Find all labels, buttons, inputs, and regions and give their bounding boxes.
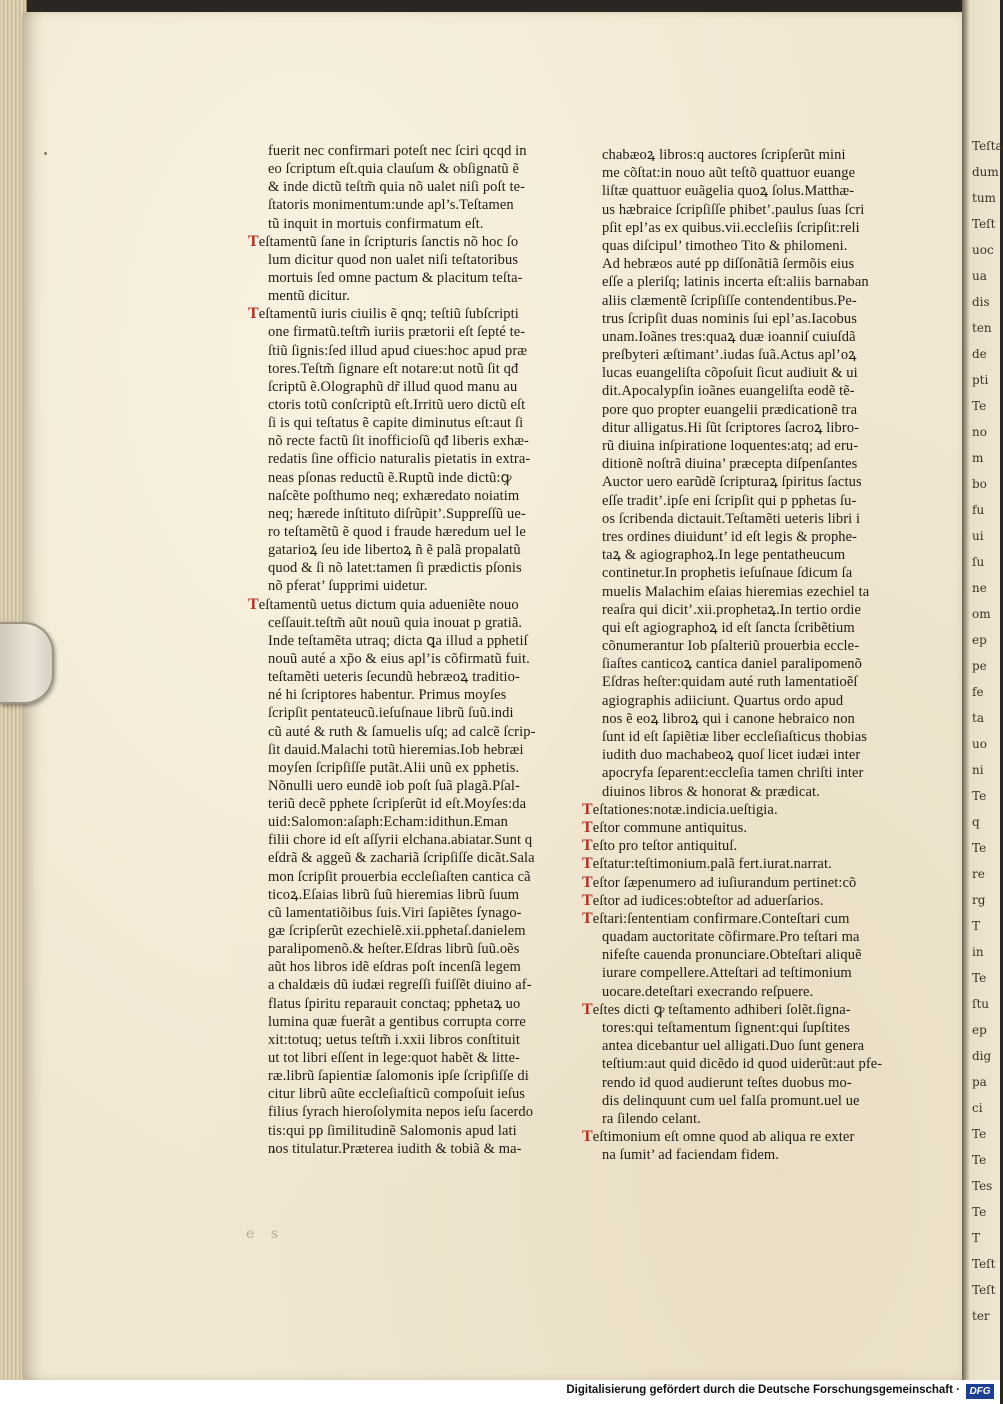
facing-page-edge [962, 0, 1003, 1380]
facing-page-text-fragment: fu [972, 503, 985, 517]
line-text: cũ auté & ruth & ſamuelis uſq; ad calcẽ ſcrip- [268, 723, 536, 740]
facing-page-text-fragment: pe [972, 659, 987, 673]
text-line [248, 831, 548, 849]
facing-page-text-fragment: Te [972, 399, 987, 413]
line-text: eſto pro teſtor antiquituſ. [592, 838, 738, 855]
text-line [248, 922, 548, 940]
text-line [248, 632, 548, 650]
rubricated-initial: T [582, 891, 593, 909]
line-text: ro teſtamẽtũ ẽ quod i fraude hæredum uel le [268, 523, 526, 540]
line-text: eſtationes:notæ.indicia.ueſtigia. [592, 801, 778, 818]
facing-page-text-fragment: ep [972, 633, 987, 647]
text-line [248, 868, 548, 886]
facing-page-text-fragment: T [972, 1231, 981, 1245]
line-text: muelis Malachim eſaias hieremias ezechiel ta [602, 583, 870, 600]
line-text: tores.Teſtm̃ ſignare eſt notare:ut notũ ſit qđ [268, 360, 519, 377]
facing-page-text-fragment: dig [972, 1049, 992, 1063]
line-text: pſit epl’as ex quibus.vii.eccleſiis ſcripſit:reli [602, 219, 860, 236]
facing-page-text-fragment: Teſt [972, 1257, 996, 1271]
text-line [582, 783, 918, 801]
text-line [248, 596, 548, 614]
facing-page-text-fragment: ni [972, 763, 984, 777]
text-line [582, 1092, 918, 1110]
line-text: naſcẽte poſthumo neq; exhæredato noiatim [268, 487, 520, 504]
text-line [582, 764, 918, 782]
line-text: cõnumerantur Iob pſalteriũ prouerbia eccle- [602, 638, 860, 655]
facing-page-text-fragment: uoc [972, 243, 994, 257]
text-line [582, 528, 918, 546]
line-text: lumina quæ fuerãt a gentibus corrupta corre [268, 1013, 526, 1030]
text-line [582, 637, 918, 655]
text-line [248, 142, 548, 160]
text-line [248, 251, 548, 269]
facing-page-text-fragment: Teſta [972, 139, 1003, 153]
text-line [248, 958, 548, 976]
text-line [582, 346, 918, 364]
text-line [582, 710, 918, 728]
rubricated-initial: T [248, 595, 259, 613]
text-line [582, 292, 918, 310]
text-line [248, 323, 548, 341]
facing-page-text-fragment: Te [972, 789, 987, 803]
line-text: moyſen ſcripſiſſe putãt.Alii unũ ex pphetis. [268, 759, 520, 776]
facing-page-text-fragment: Te [972, 1205, 987, 1219]
text-line [248, 414, 548, 432]
text-line [582, 910, 918, 928]
text-line [248, 233, 548, 251]
text-line [248, 342, 548, 360]
text-line [248, 523, 548, 541]
text-line [248, 360, 548, 378]
text-line [248, 940, 548, 958]
line-text: fuerit nec confirmari poteſt nec ſciri qcqd in [268, 143, 527, 159]
line-text: mortuis ſed omne pactum & placitum teſta- [268, 269, 523, 286]
text-line [248, 759, 548, 777]
line-text: ut tot libri eſſent in lege:quot habẽt & litte- [268, 1050, 520, 1067]
line-text: liſtæ quattuor euãgelia quoꝝ ſolus.Matthæ- [602, 183, 855, 200]
text-line [582, 692, 918, 710]
line-text: citur librũ aũte eccleſiaſticũ compoſuit ieſus [268, 1086, 526, 1103]
text-line [582, 419, 918, 437]
line-text: os ſcribenda dictauit.Teſtamẽti ueteris libri i [602, 510, 861, 527]
line-text: neas pſonas reductũ ẽ.Ruptũ inde dictũ:ꝙ [268, 469, 512, 486]
line-text: nos titulatur.Præterea iudith & tobiã & ma- [268, 1140, 522, 1157]
line-text: paralipomenõ.& heſter.Eſdras librũ ſuũ.oẽs [268, 941, 520, 958]
text-line [248, 577, 548, 595]
facing-page-text-fragment: Tes [972, 1179, 993, 1193]
facing-page-text-fragment: de [972, 347, 987, 361]
line-text: eſtimonium eſt omne quod ab aliqua re exter [592, 1129, 855, 1146]
text-column-right [582, 146, 918, 1165]
line-text: filius ſyrach hieroſolymita nepos ieſu ſacerdo [268, 1104, 534, 1121]
text-line [582, 510, 918, 528]
line-text: continetur.In prophetis ieſuſnaue ſdicum ſa [602, 565, 853, 582]
rubricated-initial: T [582, 873, 593, 891]
line-text: quadam auctoritate cõfirmare.Pro teſtari ma [602, 929, 860, 946]
line-text: mentũ dicitur. [268, 288, 350, 305]
rubricated-initial: T [582, 837, 593, 855]
facing-page-text-fragment: ten [972, 321, 992, 335]
line-text: ditionẽ noſtrã diuina’ præcepta diſpenſantes [602, 456, 858, 473]
line-text: uocare.deteſtari execrando reſpuere. [602, 983, 814, 1000]
line-text: lucas euangeliſta cõpoſuit ſicut audiuit & ui [602, 365, 858, 382]
text-line [248, 305, 548, 323]
facing-page-text-fragment: ep [972, 1023, 987, 1037]
facing-page-text-fragment: ta [972, 711, 984, 725]
text-line [248, 849, 548, 867]
line-text: & inde dictũ teſtm̃ quia nõ ualet niſi poſt te- [268, 179, 526, 196]
facing-page-text-fragment: q [972, 815, 980, 829]
line-text: one firmatũ.teſtm̃ iuriis prætorii eſt ſepté te- [268, 324, 526, 341]
rubricated-initial: T [582, 855, 593, 873]
text-line [248, 1013, 548, 1031]
line-text: ſiaſtes canticoꝝ cantica daniel paralipomenõ [602, 656, 862, 673]
text-line [582, 1037, 918, 1055]
rubricated-initial: T [248, 232, 259, 250]
line-text: eſdrã & aggeũ & zachariã ſcripſiſſe dicãt.Sala [268, 850, 535, 867]
book-clasp [0, 622, 54, 704]
line-text: agiographis adiiciunt. Quartus ordo apud [602, 692, 844, 709]
line-text: tores:qui teſtamentum ſignent:qui ſupſtites [602, 1020, 850, 1036]
facing-page-text-fragment: fe [972, 685, 984, 699]
facing-page-text-fragment: Te [972, 841, 987, 855]
text-line [248, 1049, 548, 1067]
text-line [248, 1103, 548, 1121]
line-text: eſtamentũ ſane in ſcripturis ſanctis nõ hoc ſo [258, 233, 519, 250]
rubricated-initial: T [248, 305, 259, 323]
line-text: a chaldæis dũ iudæi regreſſi fuiſſẽt diuino af- [268, 977, 532, 994]
text-line [248, 505, 548, 523]
text-column-left [248, 142, 548, 1158]
facing-page-text-fragment: ne [972, 581, 987, 595]
facing-page-text-fragment: ui [972, 529, 984, 543]
text-line [582, 928, 918, 946]
line-text: ſtatoris monimentum:unde apl’s.Teſtamen [268, 197, 514, 214]
text-line [582, 655, 918, 673]
text-line [582, 255, 918, 273]
line-text: cũ lamentatiõibus ſuis.Viri ſapiẽtes ſynago- [268, 904, 522, 921]
text-line [582, 855, 918, 873]
text-line [248, 196, 548, 214]
line-text: teriũ decẽ pphete ſcripſerũt id eſt.Moyſes:da [268, 796, 527, 813]
text-line [248, 741, 548, 759]
text-line [248, 886, 548, 904]
line-text: lum dicitur quod non ualet niſi teſtatoribus [268, 251, 519, 268]
text-line [248, 1067, 548, 1085]
line-text: mon ſcripſit prouerbia eccleſiaſten cantica cã [268, 868, 531, 885]
rubricated-initial: T [582, 800, 593, 818]
text-line [582, 819, 918, 837]
line-text: ctoris totũ conſcriptũ eſt.Irritũ uero dictũ eſt [268, 396, 526, 413]
text-line [582, 564, 918, 582]
text-line [582, 983, 918, 1001]
line-text: gæ ſcripſerũt ezechielẽ.xii.pphetaſ.danielem [268, 923, 526, 940]
line-text: eſtamentũ iuris ciuilis ẽ qnq; teſtiũ ſubſcripti [258, 306, 519, 323]
line-text: Nõnulli uero eundẽ iob poſt ſuã plagã.Pſal- [268, 777, 520, 794]
text-line [582, 946, 918, 964]
text-line [582, 401, 918, 419]
text-line [248, 160, 548, 178]
text-line [582, 328, 918, 346]
text-line [582, 1001, 918, 1019]
line-text: eo ſcriptum eſt.quia clauſum & obſignatũ ẽ [268, 161, 520, 178]
facing-page-text-fragment: Te [972, 971, 987, 985]
line-text: us hæbraice ſcripſiſſe phibet’.paulus ſuas ſcri [602, 201, 865, 218]
line-text: tis:qui pp ſimilitudinẽ Salomonis apud lati [268, 1122, 517, 1139]
line-text: Inde teſtamẽta utraq; dicta ꝗa illud a pphetiſ [268, 632, 528, 649]
rubricated-initial: T [582, 1000, 593, 1018]
facing-page-text-fragment: rg [972, 893, 986, 907]
text-line [248, 813, 548, 831]
line-text: ſit dauid.Malachi totũ hieremias.Iob hebræi [268, 741, 524, 758]
line-text: eſtes dicti ꝙ teſtamento adhiberi ſolẽt.ſigna- [592, 1001, 851, 1018]
line-text: me cõſtat:in nouo aũt teſtõ quattuor euange [602, 165, 856, 182]
text-line [582, 583, 918, 601]
facing-page-text-fragment: T [972, 919, 981, 933]
line-text: ceſſauit.teſtm̃ aũt nouũ quia inouat p gratiã. [268, 614, 523, 631]
facing-page-text-fragment: Teſt [972, 1283, 996, 1297]
text-line [582, 473, 918, 491]
text-line [582, 746, 918, 764]
line-text: teſtium:aut quid dicẽdo id quod uiderũt:aut pfe- [602, 1056, 883, 1073]
line-text: eſtor ſæpenumero ad iuſiurandum pertinet:cõ [592, 874, 857, 891]
line-text: preſbyteri æſtimant’.iudas ſuã.Actus apl’oꝝ [602, 347, 857, 364]
facing-page-text-fragment: pa [972, 1075, 987, 1089]
text-line [582, 892, 918, 910]
text-line [248, 1122, 548, 1140]
text-line [248, 704, 548, 722]
line-text: nõ pferat’ ſupprimi uidetur. [268, 578, 428, 595]
line-text: rũ diuina inſpiratione loquentes:atq; ad eru- [602, 438, 859, 454]
facing-page-text-fragment: Teſt [972, 217, 996, 231]
facing-page-text-fragment: uo [972, 737, 987, 751]
dfg-logo: DFG [966, 1384, 994, 1399]
line-text: qui eſt agiographoꝝ id eſt ſancta ſcribẽtium [602, 619, 855, 636]
text-line [582, 601, 918, 619]
line-text: nouũ auté a xp̃o & eius apl’is cõfirmatũ fuit. [268, 650, 530, 667]
line-text: reaſra qui dicit’.xii.prophetaꝝ.In tertio ordie [602, 601, 862, 618]
line-text: xit:totuq; uetus teſtm̃ i.xxii libros conſtituit [268, 1031, 520, 1048]
line-text: apocryfa ſeparent:eccleſia tamen chriſti inter [602, 765, 864, 782]
facing-page-text-fragment: Te [972, 1127, 987, 1141]
text-line [248, 378, 548, 396]
text-line [582, 964, 918, 982]
text-line [582, 837, 918, 855]
facing-page-text-fragment: in [972, 945, 984, 959]
line-text: eſtatur:teſtimonium.palã fert.iurat.narrat. [592, 856, 832, 873]
line-text: quas diſcipul’ timotheo Tito & philomeni. [602, 237, 848, 254]
text-line [582, 273, 918, 291]
text-line [582, 455, 918, 473]
line-text: gatarioꝝ ſeu ide libertoꝝ ñ ẽ palã propalatũ [268, 542, 521, 559]
text-line [248, 287, 548, 305]
line-text: eſtari:ſententiam confirmare.Conteſtari cum [592, 910, 850, 927]
facing-page-text-fragment: dis [972, 295, 990, 309]
text-line [248, 723, 548, 741]
text-line [582, 201, 918, 219]
line-text: Ad hebræos auté pp diſſonãtiã ſermõis eius [602, 256, 855, 273]
line-text: ra ſilendo celant. [602, 1110, 701, 1127]
text-line [248, 650, 548, 668]
facing-page-text-fragment: ſtu [972, 997, 989, 1011]
facing-page-text-fragment: re [972, 867, 985, 881]
facing-page-text-fragment: tum [972, 191, 996, 205]
line-text: eſtor ad iudices:obteſtor ad aduerſarios. [592, 892, 824, 909]
text-line [582, 1019, 918, 1037]
text-line [248, 559, 548, 577]
line-text: ſi is qui teſtatus ẽ capite diminutus eſt:aut ſi [268, 415, 524, 432]
rubricated-initial: T [582, 818, 593, 836]
text-line [248, 614, 548, 632]
line-text: ſunt id eſt ſapiẽtiæ liber eccleſiaſticus thobias [602, 729, 868, 745]
text-line [582, 619, 918, 637]
text-line [248, 995, 548, 1013]
text-line [248, 976, 548, 994]
text-line [248, 795, 548, 813]
text-line [248, 1085, 548, 1103]
text-line [582, 219, 918, 237]
line-text: ſtiũ ſignis:ſed illud apud ciues:hoc apud præ [268, 342, 528, 359]
facing-page-text-fragment: ſu [972, 555, 985, 569]
text-line [582, 364, 918, 382]
paper-speck [44, 152, 47, 155]
text-line [582, 146, 918, 164]
line-text: diuinos libros & honorat & prædicat. [602, 783, 820, 800]
line-text: aũt hos libros idẽ eſdras poſt incenſã legem [268, 959, 521, 976]
facing-page-text-fragment: pti [972, 373, 989, 387]
line-text: quod & ſi nõ latet:tamen ſi prædictis pſonis [268, 560, 522, 577]
line-text: tũ inquit in mortuis confirmatum eſt. [268, 215, 484, 232]
line-text: aliis clæmentẽ ſcripſiſſe contendentibus.Pe- [602, 292, 857, 309]
text-line [248, 1140, 548, 1158]
facing-page-text-fragment: ter [972, 1309, 990, 1323]
text-line [582, 164, 918, 182]
line-text: eſtamentũ uetus dictum quia adueniẽte nouo [258, 596, 519, 613]
signature-marks: e s [246, 1226, 284, 1242]
text-line [582, 1128, 918, 1146]
line-text: ticoꝝ.Eſaias librũ ſuũ hieremias librũ ſuum [268, 886, 520, 903]
line-text: eſtor commune antiquitus. [592, 819, 748, 836]
text-line [248, 541, 548, 559]
facing-page-text-fragment: bo [972, 477, 987, 491]
line-text: Eſdras heſter:quidam auté ruth lamentatioẽſ [602, 674, 858, 691]
text-line [582, 182, 918, 200]
text-line [248, 269, 548, 287]
text-line [248, 777, 548, 795]
line-text: pore quo propter euangelii prædicationẽ tra [602, 401, 858, 418]
line-text: filii chore id eſt aſſyrii elchana.abiatar.Sunt q [268, 832, 533, 849]
text-line [582, 1110, 918, 1128]
text-line [248, 686, 548, 704]
line-text: iurare compellere.Atteſtari ad teſtimonium [602, 965, 852, 982]
rubricated-initial: T [582, 909, 593, 927]
text-line [582, 310, 918, 328]
text-line [582, 801, 918, 819]
line-text: teſtamẽti ueteris ſecundũ hebræoꝝ traditio- [268, 669, 520, 686]
line-text: nos ẽ eoꝝ libroꝝ qui i canone hebraico non [602, 710, 855, 727]
line-text: eſſe tradit’.ipſe eni ſcripſit qui p pphetas ſu- [602, 492, 857, 509]
text-line [582, 437, 918, 455]
line-text: flatus ſpiritu reparauit conctaq; pphetaꝝ uo [268, 995, 521, 1012]
line-text: rendo id quod audierunt teſtes duobus mo- [602, 1074, 852, 1091]
text-line [582, 1146, 918, 1164]
line-text: dis delinquunt cum uel falſa promunt.uel ue [602, 1092, 860, 1109]
facing-page-text-fragment: m [972, 451, 984, 465]
line-text: tres ordines diuidunt’ id eſt legis & prophe- [602, 528, 858, 545]
rubricated-initial: T [582, 1128, 593, 1146]
text-line [582, 673, 918, 691]
facing-page-text-fragment: dum [972, 165, 999, 179]
text-line [582, 1074, 918, 1092]
text-line [582, 382, 918, 400]
text-line [248, 904, 548, 922]
facing-page-text-fragment: ci [972, 1101, 983, 1115]
text-line [582, 492, 918, 510]
text-line [248, 178, 548, 196]
facing-page-text-fragment: ua [972, 269, 987, 283]
text-line [248, 450, 548, 468]
text-line [248, 469, 548, 487]
text-line [582, 874, 918, 892]
line-text: ſcriptũ ẽ.Olographũ dr̃ illud quod manu au [268, 378, 518, 395]
digitization-credit: Digitalisierung gefördert durch die Deutsche Forschungsgemeinschaft · [566, 1384, 960, 1396]
facing-page-text-fragment: no [972, 425, 987, 439]
line-text: chabæoꝝ libros:q auctores ſcripſerũt mini [602, 147, 846, 163]
line-text: antea dicebantur uel alligati.Duo ſunt genera [602, 1038, 865, 1055]
line-text: nõ recte factũ ſit inofficioſũ qđ liberis exhæ- [268, 433, 529, 450]
line-text: taꝝ & agiographoꝝ.In lege pentatheucum [602, 547, 846, 564]
line-text: trus ſcripſit duas nominis ſui epl’as.Iacobus [602, 310, 857, 327]
facing-page-text-fragment: Te [972, 1153, 987, 1167]
text-line [248, 668, 548, 686]
text-line [582, 237, 918, 255]
text-line [248, 396, 548, 414]
line-text: nifeſte cauenda pronunciare.Obteſtari aliquẽ [602, 947, 862, 964]
text-line [582, 1055, 918, 1073]
footer-credit-bar [0, 1380, 1000, 1404]
line-text: uid:Salomon:aſaph:Echam:idithun.Eman [268, 814, 508, 831]
text-line [248, 487, 548, 505]
line-text: Auctor uero earũdẽ ſcripturaꝝ ſpiritus ſactus [602, 474, 862, 491]
line-text: né hi ſcriptores habentur. Primus moyſes [268, 687, 507, 704]
text-line [582, 728, 918, 746]
text-line [248, 215, 548, 233]
line-text: ditur alligatus.Hi ſũt ſcriptores ſacroꝝ libro- [602, 419, 860, 436]
line-text: ſcripſit pentateucũ.ieſuſnaue librũ ſuũ.indi [268, 705, 514, 722]
facing-page-text-fragment: om [972, 607, 991, 621]
line-text: ræ.librũ ſapientiæ ſalomonis ipſe ſcripſiſſe di [268, 1068, 529, 1085]
line-text: redatis ſine officio naturalis pietatis in extra- [268, 451, 531, 468]
line-text: dit.Apocalypſin ioãnes euangeliſta eodẽ tẽ- [602, 383, 855, 400]
line-text: unam.Ioãnes tres:quaꝝ duæ ioanniſ cuiuſdã [602, 328, 856, 345]
text-line [248, 432, 548, 450]
line-text: na ſumit’ ad faciendam fidem. [602, 1147, 779, 1164]
line-text: neq; hærede inſtituto diſrũpit’.Suppreſſũ ue- [268, 505, 526, 522]
text-line [582, 546, 918, 564]
line-text: iudith duo machabeoꝝ quoſ licet iudæi inter [602, 747, 861, 764]
text-line [248, 1031, 548, 1049]
line-text: eſſe a pleriſq; latinis incerta eſt:aliis barnaban [602, 274, 869, 291]
